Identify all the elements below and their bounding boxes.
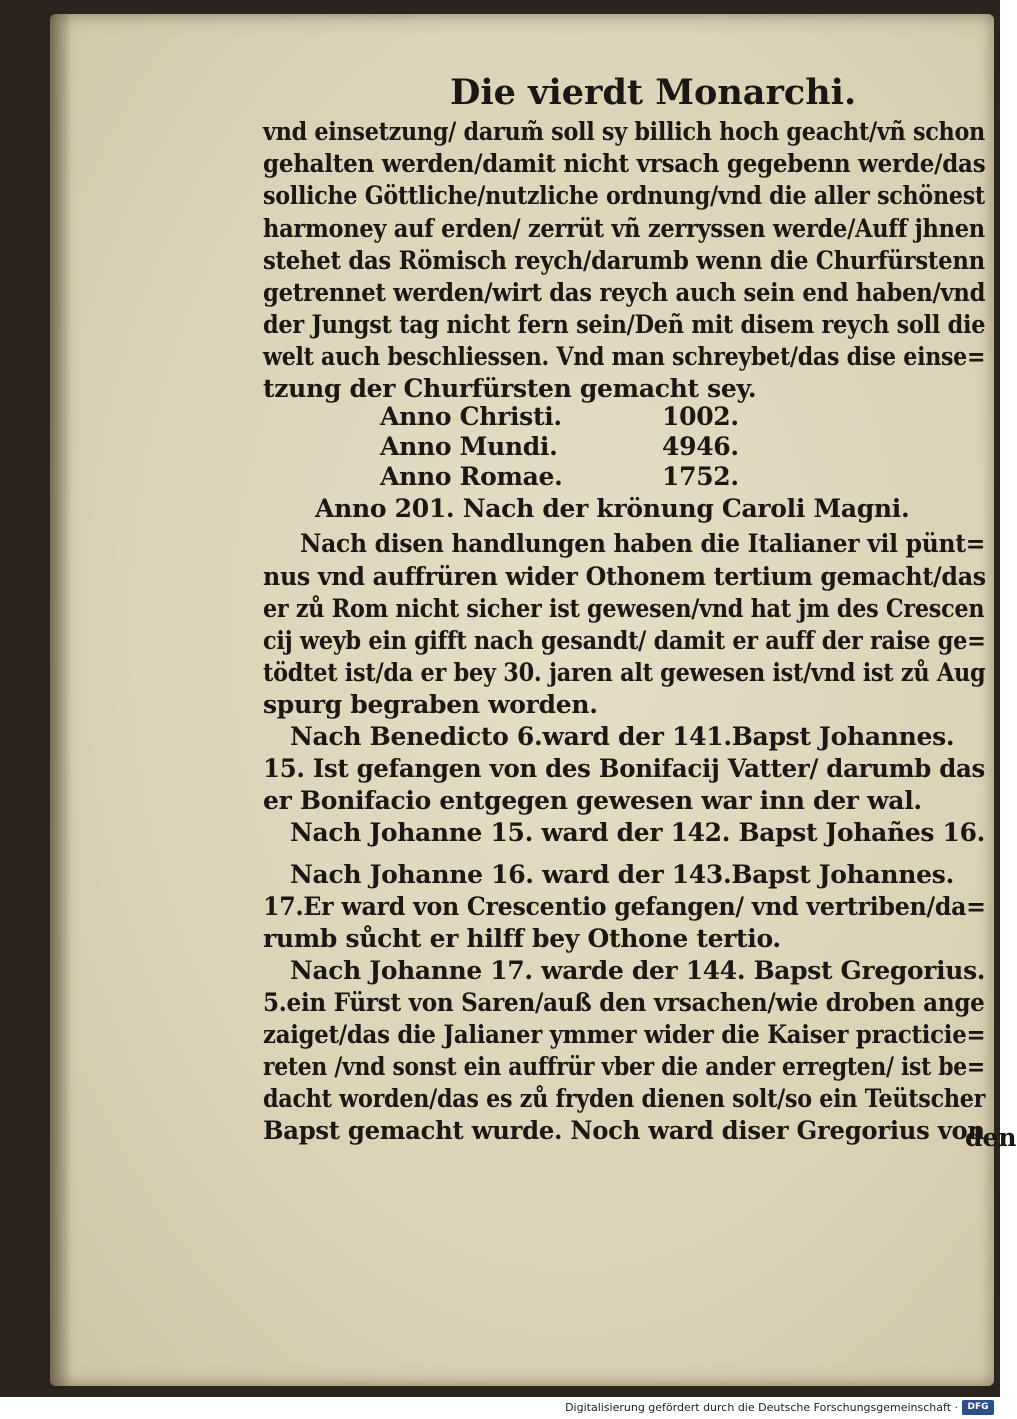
running-head: Die vierdt Monarchi. <box>450 72 857 113</box>
text-line: reten /vnd sonst ein auffrür vber die ander erregten/ ist be= <box>263 1052 985 1081</box>
date-label: Anno Christi. <box>380 402 562 431</box>
text-line: stehet das Römisch reych/darumb wenn die Churfürstenn <box>263 246 985 275</box>
paragraph-start: Nach Johanne 15. ward der 142. Bapst Johañes 16. <box>290 818 986 847</box>
text-line: spurg begraben worden. <box>263 690 598 719</box>
text-line: gehalten werden/damit nicht vrsach gegebenn werde/das <box>263 149 986 178</box>
dfg-logo: DFG <box>962 1400 994 1415</box>
text-line: der Jungst tag nicht fern sein/Deñ mit disem reych soll die <box>263 310 986 339</box>
text-line: dacht worden/das es zů fryden dienen solt/so ein Teütscher <box>263 1084 986 1113</box>
text-line: tödtet ist/da er bey 30. jaren alt gewesen ist/vnd ist zů Aug <box>263 658 986 687</box>
text-line: 5.ein Fürst von Saren/auß den vrsachen/wie droben ange <box>263 988 985 1017</box>
date-value: 4946. <box>662 432 739 461</box>
text-line: nus vnd auffrüren wider Othonem tertium gemacht/das <box>263 562 986 591</box>
digitization-footer <box>0 1397 1000 1419</box>
paragraph-start: Nach disen handlungen haben die Italianer vil pünt= <box>300 529 986 558</box>
date-label: Anno Mundi. <box>380 432 558 461</box>
date-value: 1002. <box>662 402 739 431</box>
paragraph-start: Nach Johanne 17. warde der 144. Bapst Gregorius. <box>290 956 986 985</box>
text-line: Anno 201. Nach der krönung Caroli Magni. <box>315 494 910 523</box>
text-line: vnd einsetzung/ darum̃ soll sy billich hoch geacht/vñ schon <box>263 117 985 146</box>
text-line: 17.Er ward von Crescentio gefangen/ vnd vertriben/da= <box>263 892 986 921</box>
text-line: er zů Rom nicht sicher ist gewesen/vnd hat jm des Crescen <box>263 594 985 623</box>
page-fold-shadow <box>50 14 72 1386</box>
date-label: Anno Romae. <box>380 462 563 491</box>
text-line: cij weyb ein gifft nach gesandt/ damit er auff der raise ge= <box>263 626 986 655</box>
text-line: er Bonifacio entgegen gewesen war inn der wal. <box>263 786 922 815</box>
paragraph-start: Nach Benedicto 6.ward der 141.Bapst Johannes. <box>290 722 955 751</box>
text-line: 15. Ist gefangen von des Bonifacij Vatter/ darumb das <box>263 754 985 783</box>
text-line: getrennet werden/wirt das reych auch sein end haben/vnd <box>263 278 986 307</box>
paragraph-start: Nach Johanne 16. ward der 143.Bapst Johannes. <box>290 860 954 889</box>
text-line: rumb sůcht er hilff bey Othone tertio. <box>263 924 781 953</box>
text-line: solliche Göttliche/nutzliche ordnung/vnd die aller schönest <box>263 181 985 210</box>
book-page <box>50 14 1017 1386</box>
text-line: Bapst gemacht wurde. Noch ward diser Gregorius von <box>263 1116 985 1145</box>
footer-credit: Digitalisierung gefördert durch die Deutsche Forschungsgemeinschaft · <box>565 1401 958 1414</box>
catchword: den <box>965 1123 1017 1152</box>
text-line: tzung der Churfürsten gemacht sey. <box>263 374 757 403</box>
text-line: harmoney auf erden/ zerrüt vñ zerryssen werde/Auff jhnen <box>263 214 985 243</box>
date-value: 1752. <box>662 462 739 491</box>
text-line: welt auch beschliessen. Vnd man schreybet/das dise einse= <box>263 342 986 371</box>
text-line: zaiget/das die Jalianer ymmer wider die Kaiser practicie= <box>263 1020 986 1049</box>
